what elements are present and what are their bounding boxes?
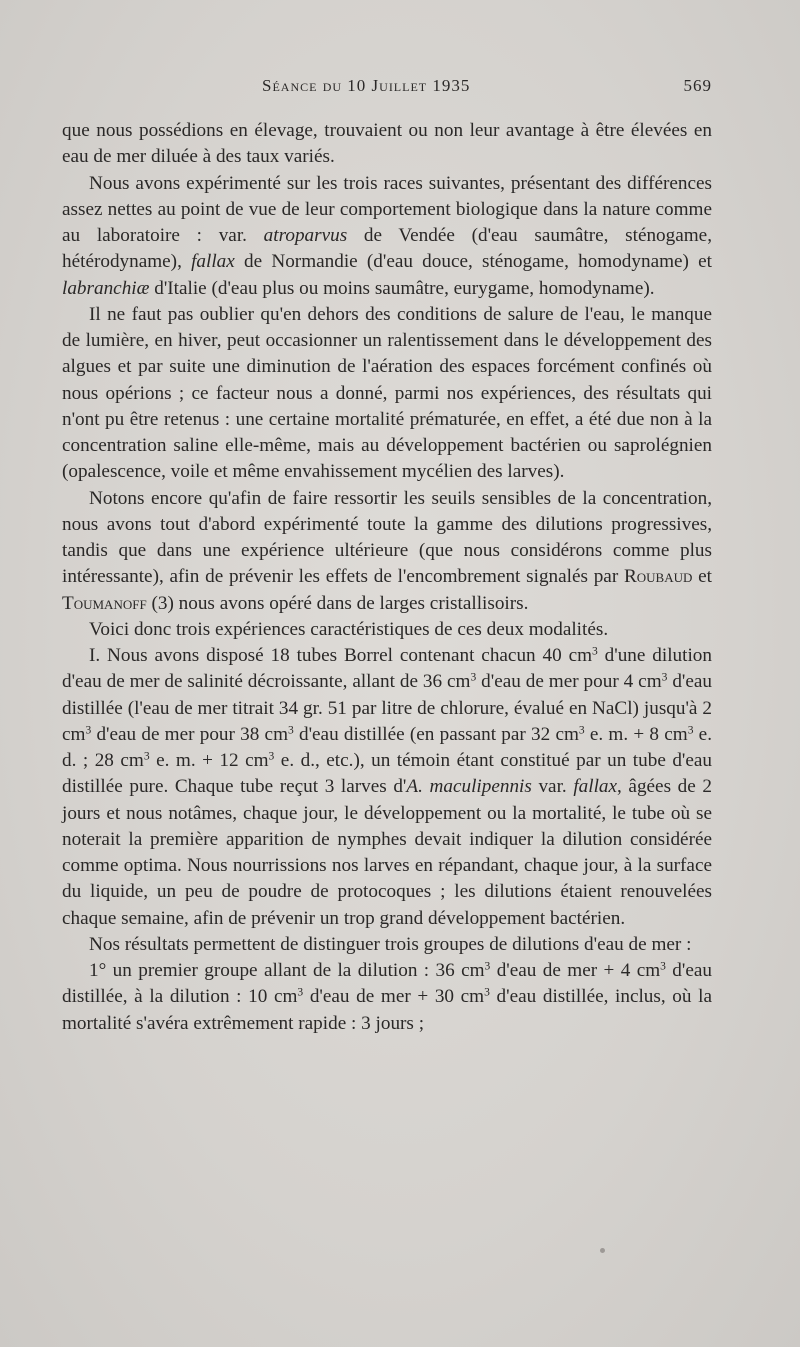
superscript: 3 <box>85 724 92 737</box>
author-name: Roubaud <box>623 566 693 588</box>
text-run: d'eau distillée (en passant par 32 cm <box>293 723 579 745</box>
page-header <box>62 76 712 102</box>
text-run: Notons encore qu'afin de faire ressortir les seuils sensibles de la concentration, nous avons tout d'abord expérimenté toute la gamme des dilutions progressives, tandis que dans une expérience ultérieure (que nous considérons comme plus intéressante), afin de prévenir les effets de l'encombrement signalés par <box>62 487 712 588</box>
body-text <box>62 118 712 1037</box>
superscript: 3 <box>578 724 585 737</box>
text-run: 1° un premier groupe allant de la dilution : 36 cm <box>89 960 485 981</box>
superscript: 3 <box>288 724 294 737</box>
text-run: d'eau de mer + 30 cm <box>303 986 485 1008</box>
paragraph-8 <box>62 958 712 1037</box>
text-run: , âgées de 2 jours et nous notâmes, chaque jour, le développement ou la mortalité, le tube où se noterait la première apparition de nymphes devait indiquer la dilution considérée comme optima. Nous nourrissions nos larves en répandant, chaque jour, à la surface du liquide, un peu de poudre de protocoques ; les dilutions étaient renouvelées chaque semaine, afin de prévenir un trop grand développement bactérien. <box>62 776 712 929</box>
italic-term: A. maculipennis <box>406 776 532 798</box>
superscript: 3 <box>268 750 275 763</box>
paragraph-2 <box>62 171 712 302</box>
italic-term: fallax <box>573 776 618 798</box>
superscript: 3 <box>143 750 150 763</box>
text-run: e. d. ; 28 cm <box>62 723 712 771</box>
text-run: d'Italie (d'eau plus ou moins saumâtre, eurygame, homodyname). <box>149 277 655 299</box>
text-run: d'eau distillée, à la dilution : 10 cm <box>62 960 712 1008</box>
superscript: 3 <box>297 986 304 999</box>
author-name: Toumanoff <box>62 592 147 614</box>
text-run: d'une dilution d'eau de mer de salinité décroissante, allant de 36 cm <box>62 645 712 693</box>
text-run: d'eau de mer pour 38 cm <box>91 723 288 745</box>
running-head: Séance du 10 Juillet 1935 <box>262 76 471 95</box>
superscript: 3 <box>484 986 490 999</box>
paragraph-5: Voici donc trois expériences caractéristiques de ces deux modalités. <box>89 618 609 640</box>
paragraph-4 <box>62 486 712 617</box>
text-run: Nous avons expérimenté sur les trois races suivantes, présentant des différences assez nettes au point de vue de leur comportement biologique dans la nature comme au laboratoire : var. <box>62 172 712 246</box>
page-number: 569 <box>683 76 712 95</box>
superscript: 3 <box>687 724 694 737</box>
text-run: de Vendée (d'eau saumâtre, sténogame, hétérodyname), <box>62 225 712 273</box>
text-run: e. m. + 12 cm <box>149 750 269 771</box>
text-run: et <box>692 566 712 588</box>
superscript: 3 <box>484 960 491 973</box>
superscript: 3 <box>661 671 668 684</box>
text-run: de Normandie (d'eau douce, sténogame, homodyname) et <box>234 251 712 273</box>
text-run: I. Nous avons disposé 18 tubes Borrel contenant chacun 40 cm <box>89 645 593 666</box>
text-run: e. d., etc.), un témoin étant constitué par un tube d'eau distillée pure. Chaque tube reçut 3 larves d' <box>62 750 712 798</box>
italic-term: labranchiæ <box>62 277 150 299</box>
text-run: d'eau de mer pour 4 cm <box>476 671 662 693</box>
text-run: d'eau distillée (l'eau de mer titrait 34 gr. 51 par litre de chlorure, évalué en NaCl) jusqu'à 2 cm <box>62 671 712 745</box>
italic-term: atroparvus <box>263 225 348 246</box>
paragraph-7: Nos résultats permettent de distinguer trois groupes de dilutions d'eau de mer : <box>89 933 692 955</box>
italic-term: fallax <box>191 251 235 273</box>
superscript: 3 <box>470 671 477 684</box>
paragraph-3: Il ne faut pas oublier qu'en dehors des conditions de salure de l'eau, le manque de lumière, en hiver, peut occasionner un ralentissement dans le développement des algues et par suite une diminution de l'aération des espaces forcément confinés où nous opérions ; ce facteur nous a donné, parmi nos expériences, des résultats qui n'ont pu être retenus : une certaine mortalité prématurée, en effet, a été due non à la concentration saline elle-même, mais au développement bactérien ou saprolégnien (opalescence, voile et même envahissement mycélien des larves). <box>62 303 712 483</box>
superscript: 3 <box>660 960 666 973</box>
paragraph-6 <box>62 643 712 932</box>
paper-speck <box>600 1248 605 1253</box>
text-run: (3) nous avons opéré dans de larges cristallisoirs. <box>146 592 529 614</box>
paragraph-1: que nous possédions en élevage, trouvaient ou non leur avantage à être élevées en eau de mer diluée à des taux variés. <box>62 120 712 168</box>
text-run: d'eau de mer + 4 cm <box>490 960 661 981</box>
text-run: var. <box>531 776 574 798</box>
text-run: d'eau distillée, inclus, où la mortalité s'avéra extrêmement rapide : 3 jours ; <box>62 986 712 1034</box>
text-run: e. m. + 8 cm <box>584 723 688 745</box>
superscript: 3 <box>592 645 598 658</box>
